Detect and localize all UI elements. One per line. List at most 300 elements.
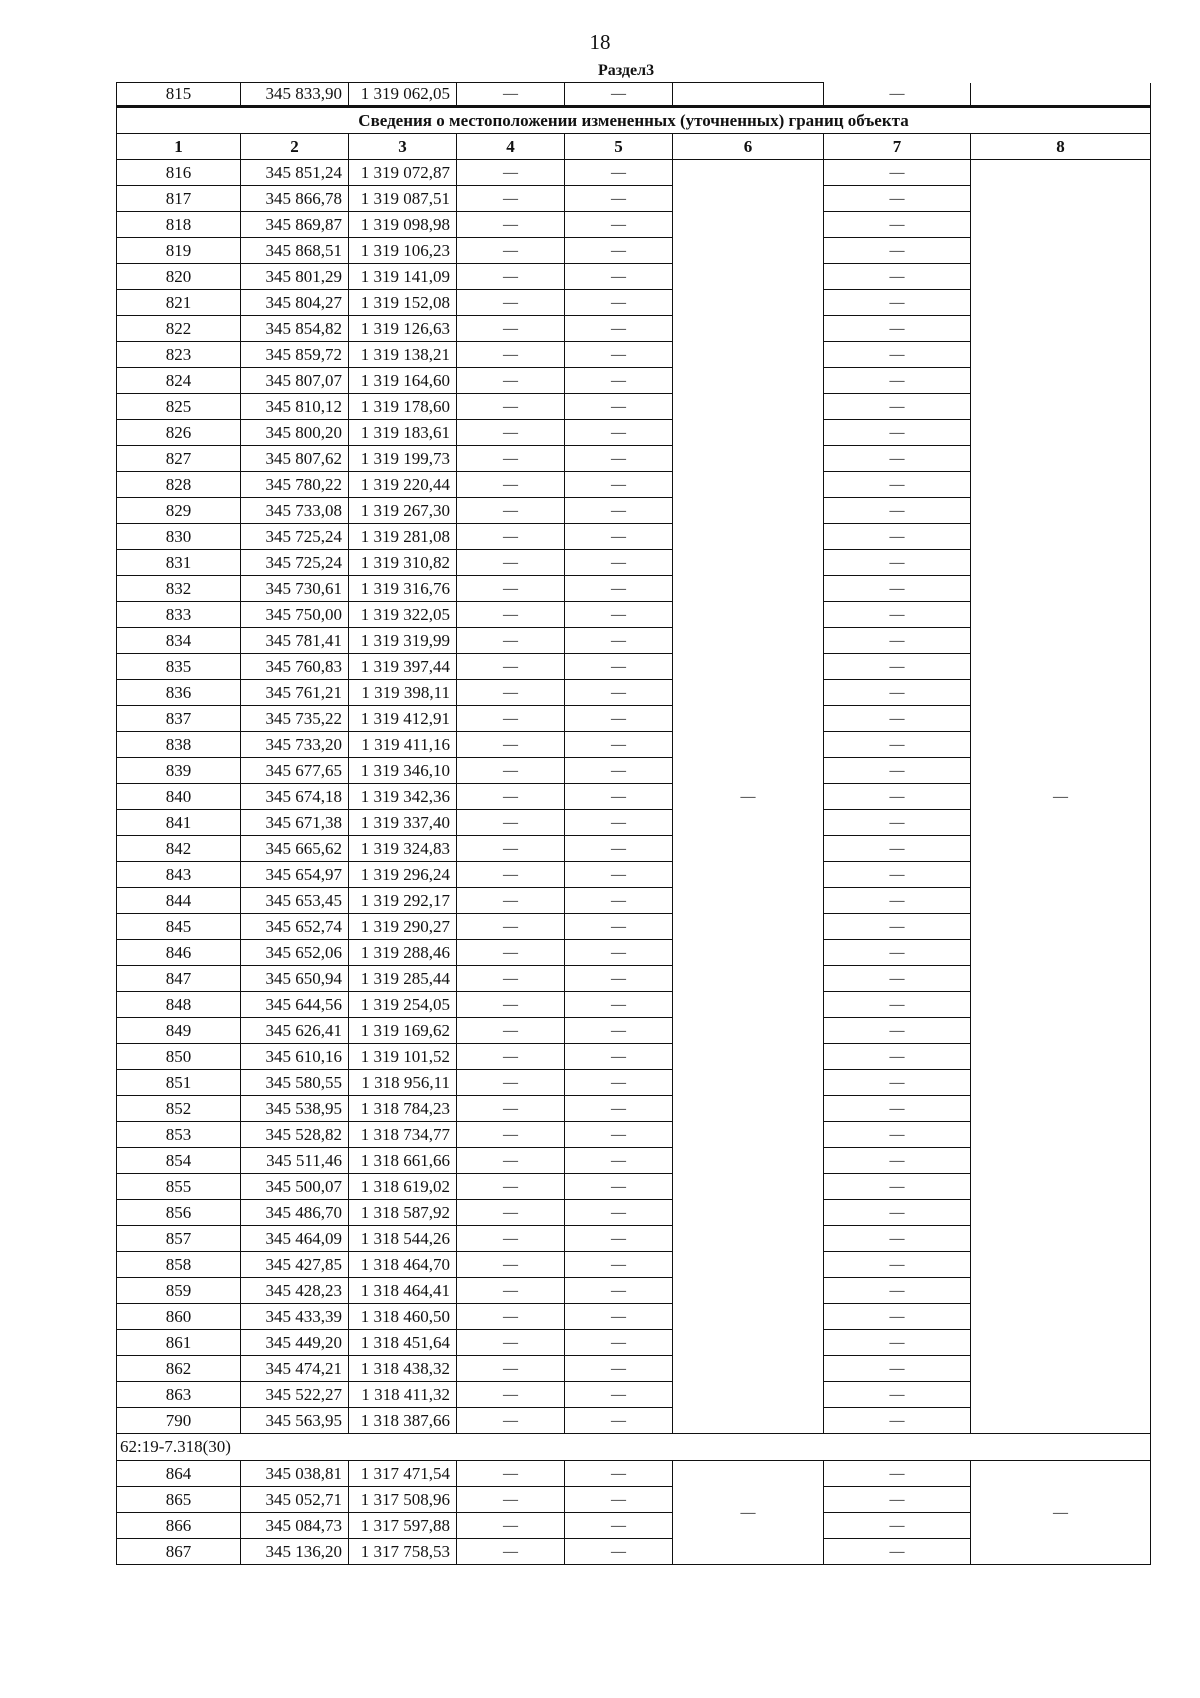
- col5-value: —: [565, 446, 673, 472]
- col7-value: —: [824, 498, 971, 524]
- col7-value: —: [824, 940, 971, 966]
- coord-x: 345 652,74: [241, 914, 349, 940]
- col4-value: —: [457, 992, 565, 1018]
- boundary-coordinates-table: [116, 82, 1151, 1565]
- coord-x: 345 733,08: [241, 498, 349, 524]
- table-body: [117, 83, 1151, 1565]
- col5-value: —: [565, 368, 673, 394]
- section-heading: Сведения о местоположении измененных (уточненных) границ объекта: [117, 107, 1151, 134]
- col7-value: —: [824, 784, 971, 810]
- col7-value: —: [824, 1539, 971, 1565]
- coord-x: 345 538,95: [241, 1096, 349, 1122]
- point-number: 835: [117, 654, 241, 680]
- coord-x: 345 725,24: [241, 524, 349, 550]
- col5-value: —: [565, 628, 673, 654]
- col5-value: —: [565, 576, 673, 602]
- point-number: 851: [117, 1070, 241, 1096]
- coord-x: 345 464,09: [241, 1226, 349, 1252]
- col5-value: —: [565, 264, 673, 290]
- point-number: 866: [117, 1513, 241, 1539]
- col4-value: —: [457, 212, 565, 238]
- col5-value: —: [565, 1174, 673, 1200]
- col4-value: —: [457, 1122, 565, 1148]
- col5-value: —: [565, 1539, 673, 1565]
- col7-value: —: [824, 732, 971, 758]
- col7-value: —: [824, 1382, 971, 1408]
- col7-value: —: [824, 550, 971, 576]
- col4-value: —: [457, 628, 565, 654]
- coord-y: 1 318 734,77: [349, 1122, 457, 1148]
- coord-x: 345 800,20: [241, 420, 349, 446]
- coord-x: 345 851,24: [241, 160, 349, 186]
- coord-y: 1 319 342,36: [349, 784, 457, 810]
- col5-value: —: [565, 1044, 673, 1070]
- coord-y: 1 317 597,88: [349, 1513, 457, 1539]
- coord-x: 345 868,51: [241, 238, 349, 264]
- col5-value: —: [565, 498, 673, 524]
- point-number: 847: [117, 966, 241, 992]
- col4-value: —: [457, 914, 565, 940]
- col7-value: —: [824, 888, 971, 914]
- col5-value: —: [565, 1513, 673, 1539]
- coord-y: 1 318 587,92: [349, 1200, 457, 1226]
- col7-value: —: [824, 342, 971, 368]
- col5-value: —: [565, 316, 673, 342]
- coord-y: 1 319 254,05: [349, 992, 457, 1018]
- coord-y: 1 319 169,62: [349, 1018, 457, 1044]
- col4-value: —: [457, 576, 565, 602]
- point-number: 853: [117, 1122, 241, 1148]
- col4-value: —: [457, 680, 565, 706]
- col5-value: —: [565, 290, 673, 316]
- coord-y: 1 319 411,16: [349, 732, 457, 758]
- col4-value: —: [457, 758, 565, 784]
- col5-value: —: [565, 1356, 673, 1382]
- col5-value: —: [565, 1226, 673, 1252]
- coord-y: 1 319 141,09: [349, 264, 457, 290]
- col4-value: —: [457, 1304, 565, 1330]
- col4-value: —: [457, 1382, 565, 1408]
- point-number: 818: [117, 212, 241, 238]
- coord-y: 1 319 098,98: [349, 212, 457, 238]
- column-header: 1: [117, 134, 241, 160]
- coord-x: 345 610,16: [241, 1044, 349, 1070]
- col4-value: —: [457, 602, 565, 628]
- col7-value: —: [824, 1278, 971, 1304]
- coord-x: 345 801,29: [241, 264, 349, 290]
- col7-value: —: [824, 1408, 971, 1434]
- point-number: 860: [117, 1304, 241, 1330]
- coord-x: 345 644,56: [241, 992, 349, 1018]
- point-number: 826: [117, 420, 241, 446]
- point-number: 821: [117, 290, 241, 316]
- col7-value: —: [824, 836, 971, 862]
- col4-value: —: [457, 316, 565, 342]
- point-number: 865: [117, 1487, 241, 1513]
- coord-x: 345 428,23: [241, 1278, 349, 1304]
- col7-value: —: [824, 1174, 971, 1200]
- col7-value: —: [824, 758, 971, 784]
- coord-y: 1 318 544,26: [349, 1226, 457, 1252]
- coord-x: 345 486,70: [241, 1200, 349, 1226]
- coord-y: 1 319 126,63: [349, 316, 457, 342]
- col7-value: —: [824, 238, 971, 264]
- col7-value: —: [824, 524, 971, 550]
- col4-value: —: [457, 1252, 565, 1278]
- point-number: 845: [117, 914, 241, 940]
- coord-x: 345 665,62: [241, 836, 349, 862]
- point-number: 850: [117, 1044, 241, 1070]
- col4-value: —: [457, 706, 565, 732]
- coord-x: 345 626,41: [241, 1018, 349, 1044]
- col7-value: —: [824, 472, 971, 498]
- col7-value: —: [824, 602, 971, 628]
- col7-value: —: [824, 446, 971, 472]
- coord-y: 1 319 267,30: [349, 498, 457, 524]
- col4-value: —: [457, 498, 565, 524]
- coord-y: 1 318 464,70: [349, 1252, 457, 1278]
- coord-x: 345 859,72: [241, 342, 349, 368]
- col5-value: —: [565, 1148, 673, 1174]
- col7-value: —: [824, 316, 971, 342]
- col7-value: —: [824, 966, 971, 992]
- coord-x: 345 781,41: [241, 628, 349, 654]
- col4-value: —: [457, 1018, 565, 1044]
- coord-x: 345 563,95: [241, 1408, 349, 1434]
- coord-y: 1 319 397,44: [349, 654, 457, 680]
- coord-x: 345 677,65: [241, 758, 349, 784]
- col5-value: —: [565, 758, 673, 784]
- col4-value: —: [457, 394, 565, 420]
- point-number: 828: [117, 472, 241, 498]
- point-number: 816: [117, 160, 241, 186]
- coord-y: 1 319 324,83: [349, 836, 457, 862]
- coord-y: 1 319 412,91: [349, 706, 457, 732]
- point-number: 855: [117, 1174, 241, 1200]
- coord-y: 1 319 164,60: [349, 368, 457, 394]
- coord-y: 1 319 281,08: [349, 524, 457, 550]
- col5-value: —: [565, 342, 673, 368]
- point-number: 838: [117, 732, 241, 758]
- col4-value: —: [457, 342, 565, 368]
- col5-value: —: [565, 550, 673, 576]
- col5-value: —: [565, 212, 673, 238]
- coord-y: 1 318 784,23: [349, 1096, 457, 1122]
- col4-value: —: [457, 160, 565, 186]
- col7-value: —: [824, 1200, 971, 1226]
- col5-value: —: [565, 654, 673, 680]
- coord-x: 345 052,71: [241, 1487, 349, 1513]
- col4-value: —: [457, 420, 565, 446]
- coord-x: 345 084,73: [241, 1513, 349, 1539]
- point-number: 829: [117, 498, 241, 524]
- col5-value: —: [565, 1330, 673, 1356]
- coord-y: 1 319 220,44: [349, 472, 457, 498]
- coord-x: 345 866,78: [241, 186, 349, 212]
- coord-y: 1 317 508,96: [349, 1487, 457, 1513]
- coord-y: 1 319 087,51: [349, 186, 457, 212]
- coord-y: 1 319 346,10: [349, 758, 457, 784]
- col7-value: —: [824, 290, 971, 316]
- col4-value: —: [457, 1513, 565, 1539]
- section-heading-row: [117, 107, 1151, 134]
- point-number: 817: [117, 186, 241, 212]
- col7-value: —: [824, 576, 971, 602]
- point-number: 864: [117, 1461, 241, 1487]
- col5-value: —: [565, 732, 673, 758]
- col7-value: —: [824, 1330, 971, 1356]
- col4-value: —: [457, 1278, 565, 1304]
- column-number-row: [117, 134, 1151, 160]
- coord-x: 345 750,00: [241, 602, 349, 628]
- coord-x: 345 522,27: [241, 1382, 349, 1408]
- coord-y: 1 319 072,87: [349, 160, 457, 186]
- col7-value: —: [824, 706, 971, 732]
- coord-y: 1 319 322,05: [349, 602, 457, 628]
- col5-value: —: [565, 1487, 673, 1513]
- coord-y: 1 318 438,32: [349, 1356, 457, 1382]
- col5-value: —: [565, 680, 673, 706]
- col5-value: —: [565, 602, 673, 628]
- col4-value: —: [457, 1174, 565, 1200]
- section-label: Раздел3: [598, 62, 655, 79]
- coord-x: 345 735,22: [241, 706, 349, 732]
- col7-value: —: [824, 810, 971, 836]
- coord-x: 345 780,22: [241, 472, 349, 498]
- col7-value: —: [824, 628, 971, 654]
- point-number: 823: [117, 342, 241, 368]
- col5-value: —: [565, 394, 673, 420]
- col5-value: —: [565, 524, 673, 550]
- coord-x: 345 427,85: [241, 1252, 349, 1278]
- point-number: 827: [117, 446, 241, 472]
- coord-x: 345 449,20: [241, 1330, 349, 1356]
- coord-y: 1 319 288,46: [349, 940, 457, 966]
- col7-value: —: [824, 1461, 971, 1487]
- col7-value: —: [824, 83, 971, 107]
- col5-value: —: [565, 472, 673, 498]
- point-number: 842: [117, 836, 241, 862]
- col7-value: —: [824, 394, 971, 420]
- col5-value: —: [565, 836, 673, 862]
- point-number: 843: [117, 862, 241, 888]
- coord-y: 1 319 310,82: [349, 550, 457, 576]
- col7-value: —: [824, 1513, 971, 1539]
- col4-value: —: [457, 836, 565, 862]
- col4-value: —: [457, 1070, 565, 1096]
- col5-value: —: [565, 1096, 673, 1122]
- point-number: 848: [117, 992, 241, 1018]
- parcel-label: 62:19-7.318(30): [117, 1434, 1151, 1461]
- col5-value: —: [565, 914, 673, 940]
- column-header: 2: [241, 134, 349, 160]
- point-number: 858: [117, 1252, 241, 1278]
- col4-value: —: [457, 1408, 565, 1434]
- col7-value: —: [824, 1044, 971, 1070]
- coord-x: 345 580,55: [241, 1070, 349, 1096]
- point-number: 832: [117, 576, 241, 602]
- coord-x: 345 733,20: [241, 732, 349, 758]
- coord-x: 345 433,39: [241, 1304, 349, 1330]
- col5-value: —: [565, 1408, 673, 1434]
- col7-value: —: [824, 1356, 971, 1382]
- col7-value: —: [824, 1122, 971, 1148]
- coord-y: 1 319 101,52: [349, 1044, 457, 1070]
- col4-value: —: [457, 550, 565, 576]
- col4-value: —: [457, 524, 565, 550]
- col5-value: —: [565, 186, 673, 212]
- col5-value: —: [565, 420, 673, 446]
- col4-value: —: [457, 862, 565, 888]
- column-header: 5: [565, 134, 673, 160]
- col4-value: —: [457, 784, 565, 810]
- col4-value: —: [457, 83, 565, 107]
- col4-value: —: [457, 888, 565, 914]
- parcel-row: [117, 1434, 1151, 1461]
- col7-value: —: [824, 1096, 971, 1122]
- col6-merged: —: [673, 1461, 824, 1565]
- col7-value: —: [824, 160, 971, 186]
- coord-y: 1 318 411,32: [349, 1382, 457, 1408]
- col4-value: —: [457, 940, 565, 966]
- col5-value: —: [565, 810, 673, 836]
- coord-x: 345 807,07: [241, 368, 349, 394]
- col7-value: —: [824, 368, 971, 394]
- column-header: 3: [349, 134, 457, 160]
- coord-x: 345 674,18: [241, 784, 349, 810]
- col4-value: —: [457, 1200, 565, 1226]
- coord-x: 345 810,12: [241, 394, 349, 420]
- col5-value: —: [565, 1018, 673, 1044]
- col7-value: —: [824, 862, 971, 888]
- coord-x: 345 654,97: [241, 862, 349, 888]
- coord-y: 1 319 292,17: [349, 888, 457, 914]
- point-number: 822: [117, 316, 241, 342]
- coord-x: 345 804,27: [241, 290, 349, 316]
- point-number: 859: [117, 1278, 241, 1304]
- col7-value: —: [824, 1304, 971, 1330]
- col4-value: —: [457, 1096, 565, 1122]
- col6-merged: —: [673, 160, 824, 1434]
- point-number: 819: [117, 238, 241, 264]
- coord-x: 345 761,21: [241, 680, 349, 706]
- point-number: 854: [117, 1148, 241, 1174]
- coord-y: 1 317 471,54: [349, 1461, 457, 1487]
- point-number: 841: [117, 810, 241, 836]
- col5-value: —: [565, 1122, 673, 1148]
- coord-x: 345 869,87: [241, 212, 349, 238]
- col7-value: —: [824, 914, 971, 940]
- col5-value: —: [565, 1304, 673, 1330]
- column-header: 6: [673, 134, 824, 160]
- point-number: 863: [117, 1382, 241, 1408]
- coord-x: 345 500,07: [241, 1174, 349, 1200]
- coord-y: 1 318 460,50: [349, 1304, 457, 1330]
- table-row: [117, 160, 1151, 186]
- col4-value: —: [457, 810, 565, 836]
- col8-value: [971, 83, 1151, 107]
- point-number: 861: [117, 1330, 241, 1356]
- col4-value: —: [457, 186, 565, 212]
- col5-value: —: [565, 940, 673, 966]
- coord-x: 345 671,38: [241, 810, 349, 836]
- point-number: 815: [117, 83, 241, 107]
- point-number: 849: [117, 1018, 241, 1044]
- coord-x: 345 528,82: [241, 1122, 349, 1148]
- col5-value: —: [565, 83, 673, 107]
- col7-value: —: [824, 212, 971, 238]
- coord-x: 345 807,62: [241, 446, 349, 472]
- col5-value: —: [565, 888, 673, 914]
- col4-value: —: [457, 1461, 565, 1487]
- col7-value: —: [824, 654, 971, 680]
- col4-value: —: [457, 472, 565, 498]
- col7-value: —: [824, 992, 971, 1018]
- point-number: 837: [117, 706, 241, 732]
- coord-y: 1 319 285,44: [349, 966, 457, 992]
- table-row: [117, 1461, 1151, 1487]
- col7-value: —: [824, 1018, 971, 1044]
- col4-value: —: [457, 966, 565, 992]
- col7-value: —: [824, 680, 971, 706]
- col4-value: —: [457, 1539, 565, 1565]
- col4-value: —: [457, 446, 565, 472]
- coord-y: 1 319 290,27: [349, 914, 457, 940]
- col5-value: —: [565, 862, 673, 888]
- coord-y: 1 319 138,21: [349, 342, 457, 368]
- col5-value: —: [565, 1200, 673, 1226]
- col7-value: —: [824, 1148, 971, 1174]
- col4-value: —: [457, 1226, 565, 1252]
- col5-value: —: [565, 1070, 673, 1096]
- coord-x: 345 652,06: [241, 940, 349, 966]
- point-number: 840: [117, 784, 241, 810]
- col4-value: —: [457, 1330, 565, 1356]
- coord-x: 345 474,21: [241, 1356, 349, 1382]
- col4-value: —: [457, 654, 565, 680]
- col4-value: —: [457, 290, 565, 316]
- column-header: 7: [824, 134, 971, 160]
- col4-value: —: [457, 1356, 565, 1382]
- point-number: 825: [117, 394, 241, 420]
- point-number: 836: [117, 680, 241, 706]
- coord-y: 1 319 398,11: [349, 680, 457, 706]
- col4-value: —: [457, 238, 565, 264]
- col4-value: —: [457, 1487, 565, 1513]
- col8-merged: —: [971, 1461, 1151, 1565]
- point-number: 790: [117, 1408, 241, 1434]
- col7-value: —: [824, 1226, 971, 1252]
- col5-value: —: [565, 238, 673, 264]
- point-number: 820: [117, 264, 241, 290]
- col7-value: —: [824, 1252, 971, 1278]
- coord-y: 1 319 337,40: [349, 810, 457, 836]
- point-number: 831: [117, 550, 241, 576]
- coord-y: 1 317 758,53: [349, 1539, 457, 1565]
- col5-value: —: [565, 1461, 673, 1487]
- col6-value: [673, 83, 824, 107]
- table-row: [117, 83, 1151, 107]
- col4-value: —: [457, 732, 565, 758]
- col8-merged: —: [971, 160, 1151, 1434]
- col7-value: —: [824, 1070, 971, 1096]
- point-number: 857: [117, 1226, 241, 1252]
- col5-value: —: [565, 784, 673, 810]
- col7-value: —: [824, 1487, 971, 1513]
- coord-y: 1 319 199,73: [349, 446, 457, 472]
- col5-value: —: [565, 1252, 673, 1278]
- coord-y: 1 318 619,02: [349, 1174, 457, 1200]
